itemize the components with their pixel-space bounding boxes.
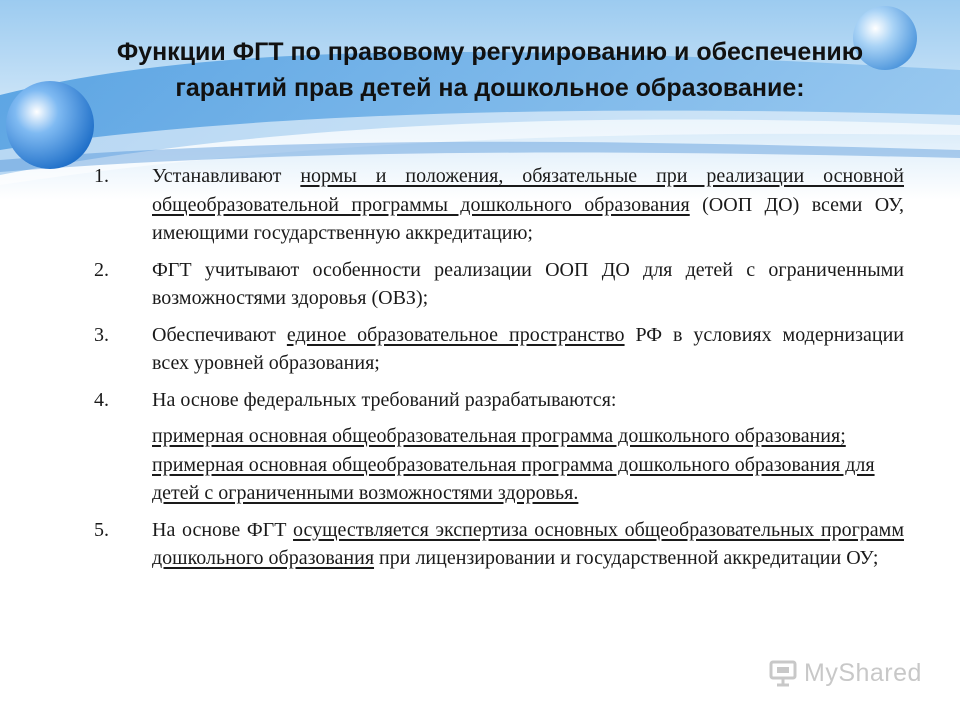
item-number: 3. [94,323,109,346]
list-item [94,386,904,415]
item-number: 1. [94,165,109,187]
item-number: 5. [94,518,109,541]
item-number: 2. [94,258,109,281]
list-subitem: примерная основная общеобразовательная программа дошкольного образования; примерная основная общеобразовательная программа дошкольного образования для детей с ограниченными возможностями здоровья. [152,425,875,504]
list-item [94,516,904,573]
item-text: На основе федеральных требований разрабатываются: [152,388,617,411]
item-text: На основе ФГТ осуществляется экспертиза основных общеобразовательных программ дошкольного образования при лицензировании и государственной аккредитации ОУ; [152,518,904,569]
list-item [94,256,904,313]
item-text: ФГТ учитывают особенности реализации ООП ДО для детей с ограниченными возможностями здоровья (ОВЗ); [152,258,904,309]
projector-screen-icon [768,658,798,688]
list-item [94,321,904,378]
item-text: Обеспечивают единое образовательное пространство РФ в условиях модернизации всех уровней образования; [152,323,904,374]
list-item [94,162,904,248]
brand-name: MyShared [804,658,922,687]
item-text: Устанавливают нормы и положения, обязательные при реализации основной общеобразовательной программы дошкольного образования (ООП ДО) всеми ОУ, имеющими государственную аккредитацию; [152,165,904,244]
brand-watermark [768,658,922,688]
page-title: Функции ФГТ по правовому регулированию и обеспечению гарантий прав детей на дошкольное образование: [116,38,864,102]
functions-list [94,162,904,581]
item-number: 4. [94,388,109,411]
